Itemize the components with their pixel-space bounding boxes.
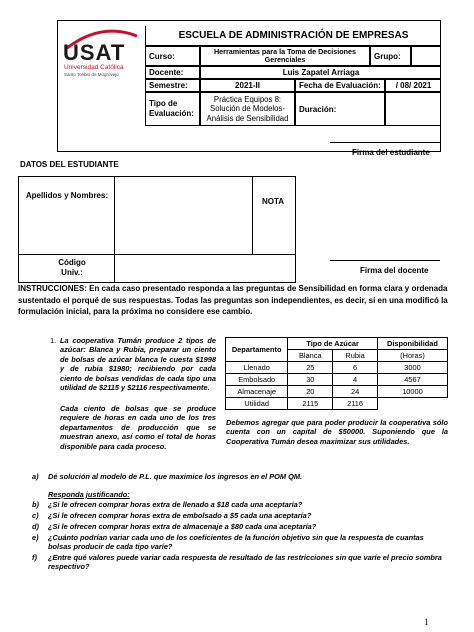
signature-student: Firma del estudiante	[352, 148, 430, 157]
page-number: 1	[424, 617, 429, 627]
instructions: INSTRUCCIONES: En cada caso presentado responda a las preguntas de Sensibilidad en forma clara y ordenada sustentado el porqué de sus respuestas. Todas las preguntas son independientes, es decir, si en una modificó la formulación inicial, para la próxima no considere ese cambio.	[18, 284, 448, 316]
duration-label: Duración:	[295, 92, 385, 126]
question-f-letter: f)	[32, 553, 37, 562]
question-c-letter: c)	[32, 511, 39, 520]
question-c-text: ¿Si le ofrecen comprar horas extra de embolsado a $5 cada una aceptaría?	[48, 511, 312, 520]
question-e-letter: e)	[32, 533, 39, 542]
question-d-letter: d)	[32, 522, 39, 531]
cell-avail: 4567	[377, 374, 447, 386]
cell-brown: 24	[333, 386, 378, 398]
course-label: Curso:	[145, 46, 200, 66]
cell-avail: 10000	[377, 386, 447, 398]
teacher-value: Luis Zapatel Arriaga	[200, 66, 441, 79]
question-b-letter: b)	[32, 500, 39, 509]
evaltype-label: Tipo de Evaluación:	[145, 92, 200, 126]
cell-avail	[377, 398, 447, 410]
th-hours: (Horas)	[377, 350, 447, 362]
problem-text2: Cada ciento de bolsas que se produce requiere de horas en cada uno de los tres departamentos de producción que se muestran anexo, así como el total de horas disponible para cada proceso.	[60, 404, 216, 451]
name-label: Apellidos y Nombres:	[25, 191, 109, 200]
th-brown: Rubia	[333, 350, 378, 362]
cell-brown: 4	[333, 374, 378, 386]
cell-dept: Llenado	[226, 362, 288, 374]
question-a-letter: a)	[32, 472, 39, 481]
signature-teacher: Firma del docente	[360, 266, 429, 275]
cell-white: 20	[288, 386, 333, 398]
th-department: Departamento	[226, 338, 288, 362]
student-section-title: DATOS DEL ESTUDIANTE	[20, 160, 119, 169]
logo-sub1: Universidad Católica	[64, 64, 124, 71]
evaltype-value: Práctica Equipos 8: Solución de Modelos- Análisis de Sensibilidad	[200, 92, 295, 126]
department-table	[225, 337, 448, 410]
date-value: / 08/ 2021	[385, 79, 441, 92]
question-e-text: ¿Cuánto podrían variar cada uno de los coeficientes de la función objetivo sin que la respuesta de cuantas bolsas producir de cada tipo varíe?	[48, 533, 424, 552]
table-row	[226, 398, 448, 410]
table-row	[226, 386, 448, 398]
question-d-text: ¿Si le ofrecen comprar horas extra de almacenaje a $80 cada una aceptaría?	[48, 522, 317, 531]
logo-main-text: USAT	[63, 40, 126, 65]
group-label: Grupo:	[370, 46, 411, 66]
th-sugar-type: Tipo de Azúcar	[288, 338, 378, 350]
cell-brown: 6	[333, 362, 378, 374]
th-availability: Disponibilidad	[377, 338, 447, 350]
school-title: ESCUELA DE ADMINISTRACIÓN DE EMPRESAS	[145, 26, 441, 46]
th-white: Blanca	[288, 350, 333, 362]
grade-label: NOTA	[262, 197, 285, 206]
problem-note: Debemos agregar que para poder producir la cooperativa sólo cuenta con un capital de $50000. Suponiendo que la Cooperativa Tumán desea maximizar sus utilidades.	[226, 418, 448, 446]
table-row	[226, 362, 448, 374]
cell-avail: 3000	[377, 362, 447, 374]
cell-brown: 2116	[333, 398, 378, 410]
cell-dept: Embolsado	[226, 374, 288, 386]
semester-label: Semestre:	[145, 79, 200, 92]
cell-white: 2115	[288, 398, 333, 410]
question-a-text: Dé solución al modelo de P.L. que maximice los ingresos en el POM QM.	[48, 472, 303, 481]
cell-white: 30	[288, 374, 333, 386]
semester-value: 2021-II	[200, 79, 295, 92]
duration-value	[385, 92, 441, 126]
student-divider-h	[18, 254, 296, 255]
justify-heading: Responda justificando:	[48, 490, 130, 499]
logo	[61, 26, 141, 86]
cell-white: 25	[288, 362, 333, 374]
cell-dept: Utilidad	[226, 398, 288, 410]
signature-teacher-line	[330, 260, 440, 261]
problem-text: La cooperativa Tumán produce 2 tipos de azúcar: Blanca y Rubia, preparar un ciento de bolsas de azúcar blanca le cuesta $1998 y de rubia $1980; recibiendo por cada ciento de bolsas vendidas de cada tipo una utilidad de $2115 y $2116 respectivamente.	[60, 336, 216, 393]
student-divider-v2	[252, 176, 253, 254]
signature-student-line	[330, 142, 440, 143]
code-label: Código Univ.:	[58, 258, 86, 277]
problem-number: 1.	[50, 336, 57, 345]
question-b-text: ¿Si le ofrecen comprar horas extra de llenado a $18 cada una aceptaría?	[48, 500, 303, 509]
date-label: Fecha de Evaluación:	[295, 79, 385, 92]
course-value: Herramientas para la Toma de Decisiones Gerenciales	[200, 46, 370, 66]
student-divider-v1	[114, 176, 115, 283]
teacher-label: Docente:	[145, 66, 200, 79]
group-value	[411, 46, 441, 66]
logo-sub2: Santo Toribio de Mogrovejo	[64, 72, 119, 77]
question-f-text: ¿Entre qué valores puede variar cada respuesta de resultado de las restricciones sin que varíe el precio sombra respectivo?	[48, 553, 442, 572]
table-row	[226, 374, 448, 386]
cell-dept: Almacenaje	[226, 386, 288, 398]
